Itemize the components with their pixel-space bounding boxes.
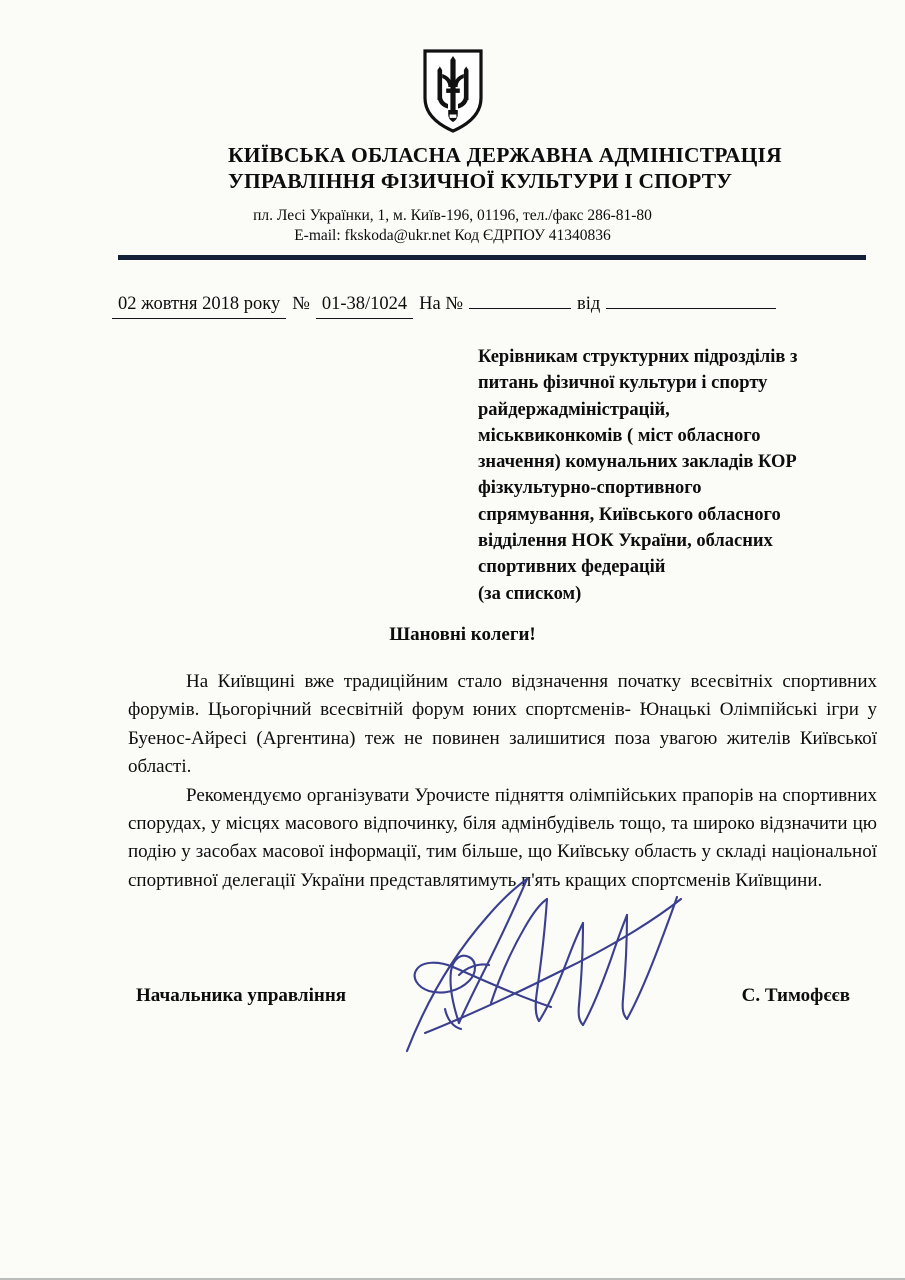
addressee-line: спортивних федерацій <box>478 557 666 578</box>
header-divider <box>118 255 866 260</box>
addressee-line: (за списком) <box>478 583 582 604</box>
addressee-line: міськвиконкомів ( міст обласного <box>478 425 761 446</box>
contact-details <box>0 206 905 246</box>
addressee-line: Керівникам структурних підрозділів з <box>478 347 798 367</box>
from-label: від <box>577 294 601 314</box>
addressee-line: фізкультурно-спортивного <box>478 478 702 499</box>
from-blank <box>606 292 776 309</box>
document-date: 02 жовтня 2018 року <box>112 292 286 319</box>
emblem-container <box>0 48 905 134</box>
body-paragraph: На Київщині вже традиційним стало відзначення початку всесвітніх спортивних форумів. Цьогорічний всесвітній форум юних спортсменів- Юнацькі Олімпійські ігри у Буенос-Айресі (Аргентина) теж не повинен залишитися поза увагою жителів Київської області. <box>128 671 877 778</box>
body-text <box>128 668 877 895</box>
addressee-block <box>478 344 878 607</box>
organization-title <box>228 142 788 194</box>
org-title-line-1: КИЇВСЬКА ОБЛАСНА ДЕРЖАВНА АДМІНІСТРАЦІЯ <box>228 143 782 167</box>
reply-to-label: На № <box>419 294 464 314</box>
salutation: Шановні колеги! <box>389 624 536 645</box>
contact-email-line: E-mail: fkskoda@ukr.net Код ЄДРПОУ 41340836 <box>294 227 611 244</box>
addressee-line: питань фізичної культури і спорту <box>478 373 768 394</box>
document-number-label: № <box>292 294 310 314</box>
reference-line <box>112 292 872 319</box>
ukraine-trident-coat-of-arms-icon <box>422 48 484 134</box>
reply-to-blank <box>469 292 571 309</box>
addressee-line: відділення НОК України, обласних <box>478 531 773 552</box>
addressee-line: райдержадміністрацій, <box>478 399 670 420</box>
contact-address-line: пл. Лесі Українки, 1, м. Київ-196, 01196, тел./факс 286-81-80 <box>253 207 652 224</box>
body-paragraph: Рекомендуємо організувати Урочисте підняття олімпійських прапорів на спортивних спорудах, у місцях масового відпочинку, біля адмінбудівель тощо, та широко відзначити цю подію у засобах масової інформації, тим більше, що Київську область у складі національної спортивної делегації України представлятимуть п'ять кращих спортсменів Київщини. <box>128 784 877 891</box>
signature-role: Начальника управління <box>136 985 347 1006</box>
addressee-line: значення) комунальних закладів КОР <box>478 452 797 473</box>
addressee-line: спрямування, Київського обласного <box>478 504 781 525</box>
signature-name: С. Тимофєєв <box>741 985 850 1006</box>
org-title-line-2: УПРАВЛІННЯ ФІЗИЧНОЇ КУЛЬТУРИ І СПОРТУ <box>228 169 733 193</box>
document-number: 01-38/1024 <box>316 292 413 319</box>
